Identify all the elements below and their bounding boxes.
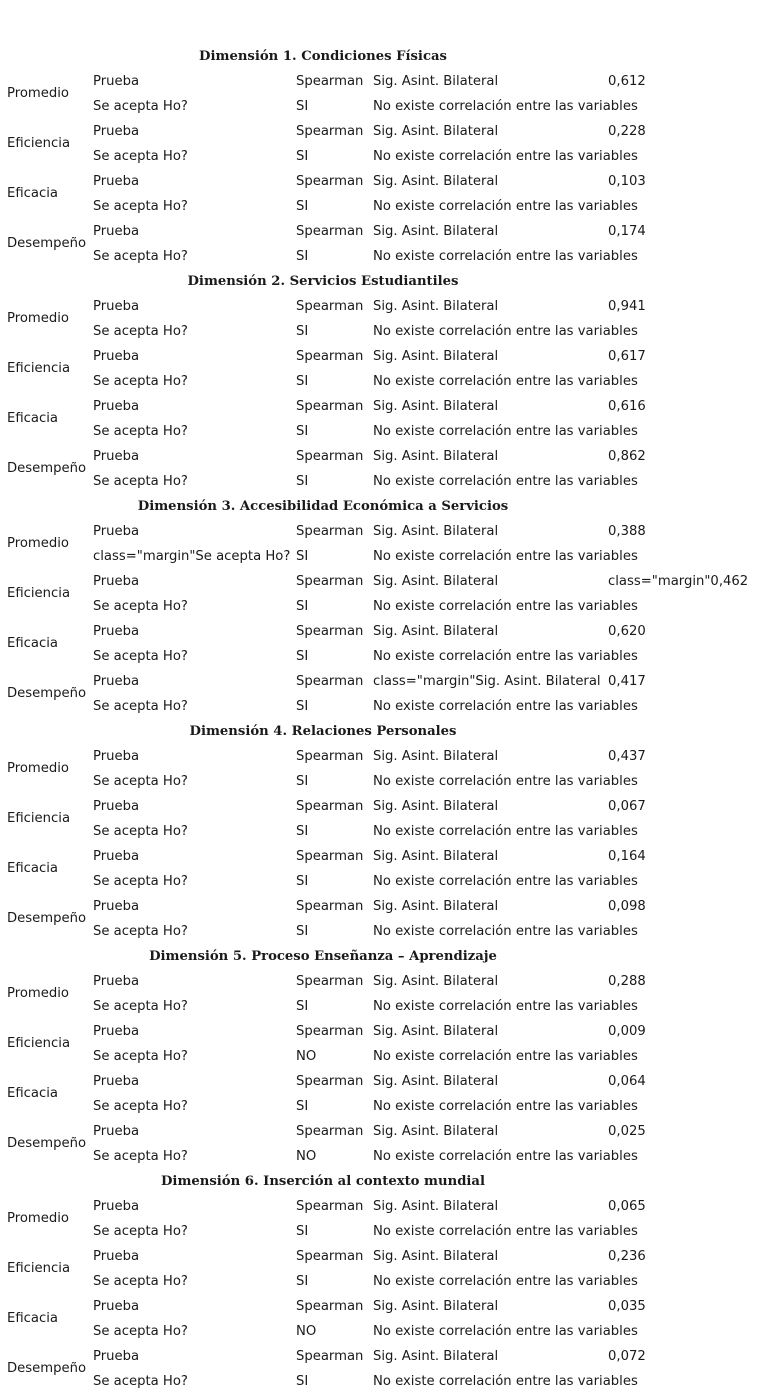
metric-group — [7, 1344, 759, 1394]
metric-group — [7, 1119, 759, 1169]
test-row — [7, 569, 759, 594]
test-method: Spearman — [296, 449, 364, 464]
significance-label: Sig. Asint. Bilateral — [373, 174, 499, 189]
test-method: Spearman — [296, 174, 364, 189]
conclusion-text: No existe correlación entre las variables — [373, 824, 638, 839]
test-method: Spearman — [296, 1024, 364, 1039]
metric-label: Eficiencia — [7, 1261, 71, 1276]
test-method: Spearman — [296, 1249, 364, 1264]
test-method: Spearman — [296, 224, 364, 239]
significance-label: Sig. Asint. Bilateral — [373, 799, 499, 814]
hypothesis-row — [7, 1144, 759, 1169]
significance-value: 0,025 — [608, 1124, 646, 1139]
metric-group — [7, 669, 759, 719]
hypothesis-answer: SI — [296, 149, 309, 164]
test-label: Prueba — [93, 124, 140, 139]
hypothesis-label: Se acepta Ho? — [93, 99, 188, 114]
conclusion-text: No existe correlación entre las variables — [373, 699, 638, 714]
test-method: Spearman — [296, 624, 364, 639]
significance-value: 0,072 — [608, 1349, 646, 1364]
metric-group — [7, 969, 759, 1019]
test-row — [7, 1344, 759, 1369]
test-method: Spearman — [296, 74, 364, 89]
test-method: Spearman — [296, 299, 364, 314]
test-row — [7, 519, 759, 544]
metric-label: Eficacia — [7, 1311, 58, 1326]
hypothesis-row — [7, 769, 759, 794]
test-label: Prueba — [93, 1199, 140, 1214]
metric-group — [7, 1294, 759, 1344]
conclusion-text: No existe correlación entre las variables — [373, 1149, 638, 1164]
hypothesis-answer: SI — [296, 999, 309, 1014]
hypothesis-answer: NO — [296, 1049, 317, 1064]
significance-value: 0,388 — [608, 524, 646, 539]
test-label: Prueba — [93, 799, 140, 814]
metric-label: Promedio — [7, 311, 69, 326]
test-method: Spearman — [296, 1299, 364, 1314]
metric-group — [7, 1244, 759, 1294]
test-label: Prueba — [93, 224, 140, 239]
test-label: Prueba — [93, 1074, 140, 1089]
metric-label: Eficacia — [7, 1086, 58, 1101]
metric-label: Eficacia — [7, 861, 58, 876]
test-label: Prueba — [93, 1249, 140, 1264]
hypothesis-label: Se acepta Ho? — [93, 324, 188, 339]
test-row — [7, 219, 759, 244]
hypothesis-row — [7, 819, 759, 844]
metric-label: Eficiencia — [7, 136, 71, 151]
conclusion-text: No existe correlación entre las variables — [373, 249, 638, 264]
hypothesis-label: Se acepta Ho? — [93, 1149, 188, 1164]
hypothesis-answer: NO — [296, 1149, 317, 1164]
test-row — [7, 169, 759, 194]
metric-label: Desempeño — [7, 236, 87, 251]
metric-group — [7, 744, 759, 794]
significance-label: Sig. Asint. Bilateral — [373, 1199, 499, 1214]
test-label: Prueba — [93, 849, 140, 864]
dimension-title: Dimensión 6. Inserción al contexto mundial — [161, 1174, 485, 1189]
hypothesis-row — [7, 644, 759, 669]
conclusion-text: No existe correlación entre las variables — [373, 149, 638, 164]
hypothesis-answer: NO — [296, 1324, 317, 1339]
test-method: Spearman — [296, 749, 364, 764]
metric-group — [7, 894, 759, 944]
hypothesis-answer: SI — [296, 549, 309, 564]
metric-label: Eficacia — [7, 636, 58, 651]
test-label: Prueba — [93, 399, 140, 414]
metric-label: Desempeño — [7, 1136, 87, 1151]
conclusion-text: No existe correlación entre las variables — [373, 999, 638, 1014]
metric-label: Eficiencia — [7, 811, 71, 826]
hypothesis-answer: SI — [296, 1374, 309, 1389]
hypothesis-answer: SI — [296, 1099, 309, 1114]
test-method: Spearman — [296, 674, 364, 689]
hypothesis-label: Se acepta Ho? — [93, 1324, 188, 1339]
metric-label: Eficiencia — [7, 586, 71, 601]
significance-label: Sig. Asint. Bilateral — [373, 524, 499, 539]
significance-label: Sig. Asint. Bilateral — [373, 349, 499, 364]
hypothesis-label: Se acepta Ho? — [93, 374, 188, 389]
significance-label: Sig. Asint. Bilateral — [373, 124, 499, 139]
metric-group — [7, 569, 759, 619]
conclusion-text: No existe correlación entre las variables — [373, 1274, 638, 1289]
significance-value: 0,098 — [608, 899, 646, 914]
hypothesis-label: Se acepta Ho? — [93, 1224, 188, 1239]
metric-group — [7, 619, 759, 669]
hypothesis-answer: SI — [296, 324, 309, 339]
hypothesis-label: Se acepta Ho? — [93, 1374, 188, 1389]
test-row — [7, 794, 759, 819]
hypothesis-answer: SI — [296, 824, 309, 839]
metric-label: Eficacia — [7, 411, 58, 426]
hypothesis-row — [7, 1044, 759, 1069]
test-label: Prueba — [93, 349, 140, 364]
test-method: Spearman — [296, 1349, 364, 1364]
hypothesis-row — [7, 1369, 759, 1394]
significance-label: Sig. Asint. Bilateral — [373, 974, 499, 989]
conclusion-text: No existe correlación entre las variables — [373, 549, 638, 564]
conclusion-text: No existe correlación entre las variables — [373, 424, 638, 439]
hypothesis-label: Se acepta Ho? — [93, 774, 188, 789]
significance-value: 0,236 — [608, 1249, 646, 1264]
hypothesis-row — [7, 244, 759, 269]
metric-group — [7, 1019, 759, 1069]
test-method: Spearman — [296, 399, 364, 414]
metric-group — [7, 169, 759, 219]
conclusion-text: No existe correlación entre las variables — [373, 774, 638, 789]
significance-value: 0,620 — [608, 624, 646, 639]
hypothesis-label: Se acepta Ho? — [93, 249, 188, 264]
test-row — [7, 344, 759, 369]
conclusion-text: No existe correlación entre las variables — [373, 1049, 638, 1064]
dimension-title: Dimensión 1. Condiciones Físicas — [199, 49, 447, 64]
hypothesis-label: Se acepta Ho? — [93, 1274, 188, 1289]
significance-label: Sig. Asint. Bilateral — [373, 1074, 499, 1089]
conclusion-text: No existe correlación entre las variables — [373, 1224, 638, 1239]
test-method: Spearman — [296, 1074, 364, 1089]
test-label: Prueba — [93, 524, 140, 539]
test-row — [7, 1119, 759, 1144]
test-row — [7, 619, 759, 644]
test-label: Prueba — [93, 899, 140, 914]
hypothesis-answer: SI — [296, 249, 309, 264]
test-row — [7, 669, 759, 694]
metric-label: Eficiencia — [7, 1036, 71, 1051]
significance-label: Sig. Asint. Bilateral — [373, 399, 499, 414]
test-label: Prueba — [93, 674, 140, 689]
conclusion-text: No existe correlación entre las variables — [373, 1099, 638, 1114]
significance-value: 0,065 — [608, 1199, 646, 1214]
test-label: Prueba — [93, 74, 140, 89]
significance-label: class="margin"Sig. Asint. Bilateral — [373, 674, 601, 689]
hypothesis-label: class="margin"Se acepta Ho? — [93, 549, 291, 564]
hypothesis-row — [7, 1319, 759, 1344]
metric-label: Eficacia — [7, 186, 58, 201]
conclusion-text: No existe correlación entre las variables — [373, 649, 638, 664]
metric-group — [7, 119, 759, 169]
hypothesis-row — [7, 94, 759, 119]
metric-label: Desempeño — [7, 1361, 87, 1376]
test-row — [7, 1294, 759, 1319]
hypothesis-row — [7, 1094, 759, 1119]
significance-value: 0,067 — [608, 799, 646, 814]
significance-label: Sig. Asint. Bilateral — [373, 899, 499, 914]
conclusion-text: No existe correlación entre las variables — [373, 924, 638, 939]
test-label: Prueba — [93, 574, 140, 589]
conclusion-text: No existe correlación entre las variables — [373, 1374, 638, 1389]
significance-value: 0,862 — [608, 449, 646, 464]
significance-label: Sig. Asint. Bilateral — [373, 749, 499, 764]
significance-label: Sig. Asint. Bilateral — [373, 1249, 499, 1264]
metric-group — [7, 219, 759, 269]
metric-group — [7, 1194, 759, 1244]
hypothesis-row — [7, 419, 759, 444]
metric-group — [7, 394, 759, 444]
significance-value: 0,064 — [608, 1074, 646, 1089]
test-label: Prueba — [93, 1349, 140, 1364]
dimension-title: Dimensión 3. Accesibilidad Económica a Servicios — [137, 499, 509, 514]
hypothesis-answer: SI — [296, 699, 309, 714]
hypothesis-label: Se acepta Ho? — [93, 474, 188, 489]
hypothesis-row — [7, 544, 759, 569]
test-row — [7, 744, 759, 769]
hypothesis-label: Se acepta Ho? — [93, 924, 188, 939]
significance-value: 0,941 — [608, 299, 646, 314]
hypothesis-label: Se acepta Ho? — [93, 1049, 188, 1064]
test-method: Spearman — [296, 849, 364, 864]
dimension-title: Dimensión 5. Proceso Enseñanza – Aprendizaje — [149, 949, 497, 964]
metric-label: Promedio — [7, 761, 69, 776]
test-method: Spearman — [296, 899, 364, 914]
significance-value: 0,228 — [608, 124, 646, 139]
hypothesis-row — [7, 694, 759, 719]
conclusion-text: No existe correlación entre las variables — [373, 99, 638, 114]
significance-value: 0,174 — [608, 224, 646, 239]
significance-label: Sig. Asint. Bilateral — [373, 449, 499, 464]
test-method: Spearman — [296, 1199, 364, 1214]
hypothesis-answer: SI — [296, 874, 309, 889]
hypothesis-label: Se acepta Ho? — [93, 199, 188, 214]
hypothesis-answer: SI — [296, 1224, 309, 1239]
test-row — [7, 1019, 759, 1044]
metric-group — [7, 444, 759, 494]
test-row — [7, 119, 759, 144]
test-label: Prueba — [93, 624, 140, 639]
hypothesis-answer: SI — [296, 199, 309, 214]
hypothesis-row — [7, 594, 759, 619]
conclusion-text: No existe correlación entre las variables — [373, 474, 638, 489]
metric-label: Promedio — [7, 86, 69, 101]
hypothesis-row — [7, 994, 759, 1019]
hypothesis-label: Se acepta Ho? — [93, 649, 188, 664]
hypothesis-answer: SI — [296, 374, 309, 389]
significance-label: Sig. Asint. Bilateral — [373, 1124, 499, 1139]
significance-label: Sig. Asint. Bilateral — [373, 574, 499, 589]
hypothesis-label: Se acepta Ho? — [93, 599, 188, 614]
hypothesis-answer: SI — [296, 1274, 309, 1289]
metric-group — [7, 294, 759, 344]
metric-label: Promedio — [7, 536, 69, 551]
hypothesis-row — [7, 869, 759, 894]
significance-label: Sig. Asint. Bilateral — [373, 624, 499, 639]
dimension-title: Dimensión 2. Servicios Estudiantiles — [187, 274, 459, 289]
test-row — [7, 894, 759, 919]
metric-label: Eficiencia — [7, 361, 71, 376]
conclusion-text: No existe correlación entre las variables — [373, 1324, 638, 1339]
hypothesis-row — [7, 144, 759, 169]
metric-group — [7, 844, 759, 894]
test-row — [7, 1194, 759, 1219]
significance-label: Sig. Asint. Bilateral — [373, 74, 499, 89]
conclusion-text: No existe correlación entre las variables — [373, 374, 638, 389]
test-method: Spearman — [296, 574, 364, 589]
significance-label: Sig. Asint. Bilateral — [373, 224, 499, 239]
test-row — [7, 1244, 759, 1269]
hypothesis-row — [7, 1219, 759, 1244]
test-label: Prueba — [93, 974, 140, 989]
test-row — [7, 844, 759, 869]
significance-label: Sig. Asint. Bilateral — [373, 1024, 499, 1039]
test-method: Spearman — [296, 349, 364, 364]
metric-group — [7, 344, 759, 394]
significance-label: Sig. Asint. Bilateral — [373, 1299, 499, 1314]
test-method: Spearman — [296, 1124, 364, 1139]
test-method: Spearman — [296, 124, 364, 139]
test-row — [7, 394, 759, 419]
hypothesis-label: Se acepta Ho? — [93, 424, 188, 439]
significance-value: 0,288 — [608, 974, 646, 989]
significance-value: 0,437 — [608, 749, 646, 764]
hypothesis-answer: SI — [296, 424, 309, 439]
test-row — [7, 444, 759, 469]
hypothesis-row — [7, 1269, 759, 1294]
metric-group — [7, 794, 759, 844]
metric-label: Desempeño — [7, 911, 87, 926]
significance-label: Sig. Asint. Bilateral — [373, 849, 499, 864]
hypothesis-answer: SI — [296, 924, 309, 939]
hypothesis-row — [7, 319, 759, 344]
test-label: Prueba — [93, 299, 140, 314]
conclusion-text: No existe correlación entre las variables — [373, 599, 638, 614]
metric-group — [7, 519, 759, 569]
test-label: Prueba — [93, 1024, 140, 1039]
significance-value: class="margin"0,462 — [608, 574, 749, 589]
significance-label: Sig. Asint. Bilateral — [373, 1349, 499, 1364]
conclusion-text: No existe correlación entre las variables — [373, 324, 638, 339]
hypothesis-label: Se acepta Ho? — [93, 699, 188, 714]
hypothesis-label: Se acepta Ho? — [93, 824, 188, 839]
test-row — [7, 1069, 759, 1094]
significance-value: 0,417 — [608, 674, 646, 689]
hypothesis-answer: SI — [296, 599, 309, 614]
significance-value: 0,009 — [608, 1024, 646, 1039]
test-row — [7, 69, 759, 94]
metric-group — [7, 69, 759, 119]
hypothesis-answer: SI — [296, 774, 309, 789]
significance-label: Sig. Asint. Bilateral — [373, 299, 499, 314]
spearman-results-table — [7, 44, 759, 1394]
metric-label: Desempeño — [7, 686, 87, 701]
metric-label: Promedio — [7, 986, 69, 1001]
hypothesis-row — [7, 369, 759, 394]
hypothesis-answer: SI — [296, 99, 309, 114]
significance-value: 0,103 — [608, 174, 646, 189]
significance-value: 0,616 — [608, 399, 646, 414]
test-label: Prueba — [93, 449, 140, 464]
hypothesis-label: Se acepta Ho? — [93, 874, 188, 889]
hypothesis-row — [7, 469, 759, 494]
test-method: Spearman — [296, 799, 364, 814]
significance-value: 0,164 — [608, 849, 646, 864]
test-row — [7, 294, 759, 319]
test-label: Prueba — [93, 749, 140, 764]
metric-label: Desempeño — [7, 461, 87, 476]
metric-group — [7, 1069, 759, 1119]
significance-value: 0,617 — [608, 349, 646, 364]
hypothesis-label: Se acepta Ho? — [93, 149, 188, 164]
test-row — [7, 969, 759, 994]
test-method: Spearman — [296, 974, 364, 989]
conclusion-text: No existe correlación entre las variables — [373, 199, 638, 214]
test-label: Prueba — [93, 1299, 140, 1314]
test-label: Prueba — [93, 1124, 140, 1139]
hypothesis-label: Se acepta Ho? — [93, 999, 188, 1014]
significance-value: 0,612 — [608, 74, 646, 89]
hypothesis-label: Se acepta Ho? — [93, 1099, 188, 1114]
conclusion-text: No existe correlación entre las variables — [373, 874, 638, 889]
hypothesis-answer: SI — [296, 474, 309, 489]
hypothesis-row — [7, 919, 759, 944]
significance-value: 0,035 — [608, 1299, 646, 1314]
dimension-title: Dimensión 4. Relaciones Personales — [189, 724, 457, 739]
test-label: Prueba — [93, 174, 140, 189]
hypothesis-row — [7, 194, 759, 219]
metric-label: Promedio — [7, 1211, 69, 1226]
test-method: Spearman — [296, 524, 364, 539]
hypothesis-answer: SI — [296, 649, 309, 664]
